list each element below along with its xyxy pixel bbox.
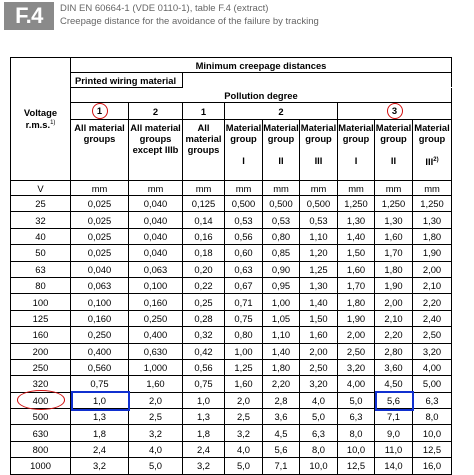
distance-cell: 0,160	[129, 294, 183, 310]
distance-cell: 0,100	[71, 294, 129, 310]
distance-cell: 3,20	[338, 359, 375, 375]
voltage-cell: 500	[11, 409, 71, 425]
distance-cell: 0,16	[183, 228, 225, 244]
empty-header-cell	[183, 73, 452, 88]
col-header-9-label: Material group	[414, 122, 450, 144]
distance-cell: 0,75	[183, 376, 225, 392]
distance-cell: 0,025	[71, 212, 129, 228]
distance-cell: 0,18	[183, 245, 225, 261]
distance-cell: 1,40	[300, 294, 338, 310]
voltage-cell: 80	[11, 277, 71, 293]
distance-cell: 2,5	[225, 409, 263, 425]
distance-cell: 2,10	[375, 310, 413, 326]
distance-cell: 0,040	[129, 228, 183, 244]
table-row	[11, 425, 452, 441]
unit-cell: mm	[338, 181, 375, 196]
table-row	[11, 261, 452, 277]
voltage-cell: 1000	[11, 458, 71, 474]
distance-cell: 8,0	[338, 425, 375, 441]
distance-cell: 8,0	[413, 409, 452, 425]
distance-cell: 5,0	[300, 409, 338, 425]
voltage-footnote: 1)	[50, 120, 56, 127]
distance-cell: 2,20	[263, 376, 300, 392]
voltage-cell: 50	[11, 245, 71, 261]
distance-cell: 0,025	[71, 196, 129, 212]
distance-cell: 6,3	[338, 409, 375, 425]
distance-cell: 1,70	[375, 245, 413, 261]
distance-cell: 1,8	[183, 425, 225, 441]
col-header-7-label: Material group	[338, 122, 374, 144]
distance-cell: 0,14	[183, 212, 225, 228]
degree-2-pwm: 2	[129, 103, 183, 120]
units-row	[11, 181, 452, 196]
distance-cell: 3,2	[71, 458, 129, 474]
distance-cell: 0,71	[225, 294, 263, 310]
distance-cell: 0,250	[129, 310, 183, 326]
distance-cell: 0,95	[263, 277, 300, 293]
distance-cell: 0,60	[225, 245, 263, 261]
distance-cell: 3,20	[413, 343, 452, 359]
distance-cell: 0,53	[225, 212, 263, 228]
distance-cell: 1,80	[338, 294, 375, 310]
distance-cell: 2,4	[71, 441, 129, 457]
distance-cell: 4,00	[338, 376, 375, 392]
pollution-degree-header: Pollution degree	[71, 88, 452, 103]
distance-cell: 11,0	[375, 441, 413, 457]
distance-cell: 0,040	[129, 196, 183, 212]
distance-cell: 2,4	[183, 441, 225, 457]
distance-cell: 2,50	[338, 343, 375, 359]
group-numeral-5: II	[390, 155, 397, 166]
col-header-9	[413, 120, 452, 181]
voltage-cell: 100	[11, 294, 71, 310]
group-numeral-4: I	[354, 155, 358, 166]
distance-cell: 2,40	[413, 310, 452, 326]
table-badge: F.4	[4, 2, 54, 30]
standard-reference: DIN EN 60664-1 (VDE 0110-1), table F.4 (extract)	[60, 3, 269, 14]
table-body	[11, 196, 452, 475]
distance-cell: 1,60	[375, 228, 413, 244]
distance-cell: 5,0	[225, 458, 263, 474]
degree-1-circle: 1	[92, 103, 108, 119]
distance-cell: 4,50	[375, 376, 413, 392]
group-numeral-2: II	[278, 155, 284, 166]
distance-cell: 0,63	[225, 261, 263, 277]
distance-cell: 1,250	[375, 196, 413, 212]
distance-cell: 5,6	[263, 441, 300, 457]
table-row	[11, 277, 452, 293]
col-header-8	[375, 120, 413, 181]
distance-cell: 2,00	[300, 343, 338, 359]
distance-cell: 3,60	[375, 359, 413, 375]
printed-wiring-material-header: Printed wiring material	[71, 73, 183, 88]
distance-cell: 0,500	[263, 196, 300, 212]
distance-cell: 0,80	[263, 228, 300, 244]
distance-cell: 12,5	[338, 458, 375, 474]
distance-cell: 2,0	[225, 392, 263, 408]
distance-cell: 0,100	[129, 277, 183, 293]
distance-cell: 1,90	[338, 310, 375, 326]
unit-cell: mm	[300, 181, 338, 196]
voltage-cell: 25	[11, 196, 71, 212]
distance-cell: 0,67	[225, 277, 263, 293]
col-header-4	[225, 120, 263, 181]
distance-cell: 1,50	[300, 310, 338, 326]
distance-cell: 5,0	[338, 392, 375, 408]
distance-cell: 0,025	[71, 228, 129, 244]
voltage-cell: 63	[11, 261, 71, 277]
distance-cell: 4,0	[225, 441, 263, 457]
group-numeral-1: I	[242, 155, 245, 166]
distance-cell: 5,00	[413, 376, 452, 392]
group-numeral-3: III	[314, 155, 323, 166]
voltage-cell: 125	[11, 310, 71, 326]
voltage-cell: 800	[11, 441, 71, 457]
distance-cell: 4,0	[300, 392, 338, 408]
distance-cell: 6,3	[300, 425, 338, 441]
distance-cell: 1,90	[413, 245, 452, 261]
distance-cell: 0,53	[300, 212, 338, 228]
table-row	[11, 228, 452, 244]
table-row	[11, 196, 452, 212]
distance-cell: 0,500	[300, 196, 338, 212]
distance-cell: 2,8	[263, 392, 300, 408]
distance-cell: 2,80	[375, 343, 413, 359]
voltage-cell: 200	[11, 343, 71, 359]
voltage-cell: 160	[11, 327, 71, 343]
distance-cell: 8,0	[300, 441, 338, 457]
distance-cell: 0,400	[71, 343, 129, 359]
voltage-cell: 250	[11, 359, 71, 375]
distance-cell: 10,0	[300, 458, 338, 474]
distance-cell: 1,40	[263, 343, 300, 359]
distance-cell: 1,000	[129, 359, 183, 375]
voltage-cell: 400	[11, 392, 71, 408]
distance-cell: 6,3	[413, 392, 452, 408]
distance-cell: 12,5	[413, 441, 452, 457]
distance-cell: 10,0	[338, 441, 375, 457]
distance-cell: 1,250	[413, 196, 452, 212]
col-header-4-label: Material group	[225, 122, 262, 144]
unit-cell: mm	[413, 181, 452, 196]
col-header-1: All material groups	[71, 120, 129, 181]
distance-cell: 2,00	[375, 294, 413, 310]
distance-cell: 1,25	[300, 261, 338, 277]
distance-cell: 9,0	[375, 425, 413, 441]
distance-cell: 0,125	[183, 196, 225, 212]
distance-cell: 0,80	[225, 327, 263, 343]
distance-cell: 0,85	[263, 245, 300, 261]
unit-cell: mm	[263, 181, 300, 196]
distance-cell: 1,80	[413, 228, 452, 244]
distance-cell: 3,6	[263, 409, 300, 425]
distance-cell: 2,00	[338, 327, 375, 343]
table-row	[11, 294, 452, 310]
minimum-creepage-header: Minimum creepage distances	[71, 58, 452, 73]
distance-cell: 0,250	[71, 327, 129, 343]
distance-cell: 7,1	[375, 409, 413, 425]
distance-cell: 2,5	[129, 409, 183, 425]
distance-cell: 4,0	[129, 441, 183, 457]
distance-cell: 1,30	[300, 277, 338, 293]
distance-cell: 0,75	[71, 376, 129, 392]
col-header-6	[300, 120, 338, 181]
distance-cell: 1,20	[300, 245, 338, 261]
distance-cell: 1,60	[338, 261, 375, 277]
distance-cell: 1,00	[263, 294, 300, 310]
distance-cell: 1,25	[225, 359, 263, 375]
voltage-cell: 630	[11, 425, 71, 441]
group-numeral-6: III	[425, 156, 434, 168]
distance-cell: 2,50	[413, 327, 452, 343]
distance-cell: 0,25	[183, 294, 225, 310]
distance-cell: 2,20	[375, 327, 413, 343]
unit-cell: mm	[375, 181, 413, 196]
table-row	[11, 376, 452, 392]
voltage-400-highlight	[17, 390, 65, 409]
distance-cell: 0,22	[183, 277, 225, 293]
col-header-5	[263, 120, 300, 181]
distance-cell: 4,00	[413, 359, 452, 375]
distance-cell: 0,90	[263, 261, 300, 277]
table-row	[11, 409, 452, 425]
table-row	[11, 327, 452, 343]
voltage-header-cell	[11, 58, 71, 181]
distance-cell: 0,025	[71, 245, 129, 261]
distance-cell: 3,2	[183, 458, 225, 474]
table-row	[11, 343, 452, 359]
distance-cell: 2,20	[413, 294, 452, 310]
distance-cell: 0,040	[129, 245, 183, 261]
distance-cell: 0,040	[71, 261, 129, 277]
distance-cell: 1,0	[71, 392, 129, 408]
distance-cell: 5,0	[129, 458, 183, 474]
distance-cell: 3,20	[300, 376, 338, 392]
distance-cell: 0,560	[71, 359, 129, 375]
distance-cell: 14,0	[375, 458, 413, 474]
distance-cell: 1,00	[225, 343, 263, 359]
distance-cell: 2,10	[413, 277, 452, 293]
voltage-unit: V	[11, 181, 71, 196]
distance-cell: 0,32	[183, 327, 225, 343]
distance-cell: 0,630	[129, 343, 183, 359]
distance-cell: 2,00	[413, 261, 452, 277]
col-header-7	[338, 120, 375, 181]
distance-cell: 1,50	[338, 245, 375, 261]
voltage-label: Voltage r.m.s.	[23, 107, 58, 131]
distance-cell: 0,160	[71, 310, 129, 326]
distance-cell: 0,20	[183, 261, 225, 277]
degree-3-circle: 3	[387, 103, 403, 119]
distance-cell: 1,05	[263, 310, 300, 326]
distance-cell: 0,063	[129, 261, 183, 277]
unit-cell: mm	[71, 181, 129, 196]
distance-cell: 1,10	[300, 228, 338, 244]
distance-cell: 1,8	[71, 425, 129, 441]
voltage-cell: 32	[11, 212, 71, 228]
distance-cell: 1,60	[300, 327, 338, 343]
table-row	[11, 359, 452, 375]
col-header-6-label: Material group	[300, 122, 337, 144]
distance-cell: 1,70	[338, 277, 375, 293]
col-header-5-label: Material group	[263, 122, 299, 144]
distance-cell: 0,400	[129, 327, 183, 343]
document-header	[0, 0, 474, 36]
unit-cell: mm	[129, 181, 183, 196]
table-caption: Creepage distance for the avoidance of the failure by tracking	[60, 16, 319, 27]
distance-cell: 2,0	[129, 392, 183, 408]
table-row	[11, 212, 452, 228]
degree-3	[338, 103, 452, 120]
voltage-cell: 40	[11, 228, 71, 244]
distance-cell: 1,60	[225, 376, 263, 392]
distance-cell: 3,2	[225, 425, 263, 441]
degree-2: 2	[225, 103, 338, 120]
distance-cell: 1,80	[375, 261, 413, 277]
col-header-2: All material groups except IIIb	[129, 120, 183, 181]
distance-cell: 1,10	[263, 327, 300, 343]
distance-cell: 0,53	[263, 212, 300, 228]
pwm-value-highlight	[71, 391, 130, 410]
distance-cell: 0,500	[225, 196, 263, 212]
distance-cell: 1,30	[375, 212, 413, 228]
distance-cell: 1,250	[338, 196, 375, 212]
distance-cell: 1,30	[338, 212, 375, 228]
distance-cell: 1,3	[183, 409, 225, 425]
distance-cell: 1,90	[375, 277, 413, 293]
degree-1-pwm	[71, 103, 129, 120]
distance-cell: 10,0	[413, 425, 452, 441]
distance-cell: 4,5	[263, 425, 300, 441]
distance-cell: 0,56	[183, 359, 225, 375]
unit-cell: mm	[225, 181, 263, 196]
distance-cell: 1,60	[129, 376, 183, 392]
distance-cell: 1,3	[71, 409, 129, 425]
distance-cell: 5,6	[375, 392, 413, 408]
col-header-8-label: Material group	[375, 122, 412, 144]
distance-cell: 3,2	[129, 425, 183, 441]
table-row	[11, 458, 452, 474]
distance-cell: 0,42	[183, 343, 225, 359]
col-header-3: All material groups	[183, 120, 225, 181]
voltage-cell: 320	[11, 376, 71, 392]
distance-cell: 16,0	[413, 458, 452, 474]
distance-cell: 1,0	[183, 392, 225, 408]
group-footnote: 2)	[433, 157, 439, 163]
unit-cell: mm	[183, 181, 225, 196]
distance-cell: 0,040	[129, 212, 183, 228]
creepage-distance-table	[10, 57, 452, 475]
table-row	[11, 310, 452, 326]
distance-cell: 2,50	[300, 359, 338, 375]
table-row	[11, 245, 452, 261]
distance-cell: 0,75	[225, 310, 263, 326]
distance-cell: 0,063	[71, 277, 129, 293]
distance-cell: 1,40	[338, 228, 375, 244]
material-group-value-highlight	[375, 391, 414, 410]
distance-cell: 7,1	[263, 458, 300, 474]
distance-cell: 1,30	[413, 212, 452, 228]
degree-1: 1	[183, 103, 225, 120]
distance-cell: 1,80	[263, 359, 300, 375]
distance-cell: 0,56	[225, 228, 263, 244]
distance-cell: 0,28	[183, 310, 225, 326]
